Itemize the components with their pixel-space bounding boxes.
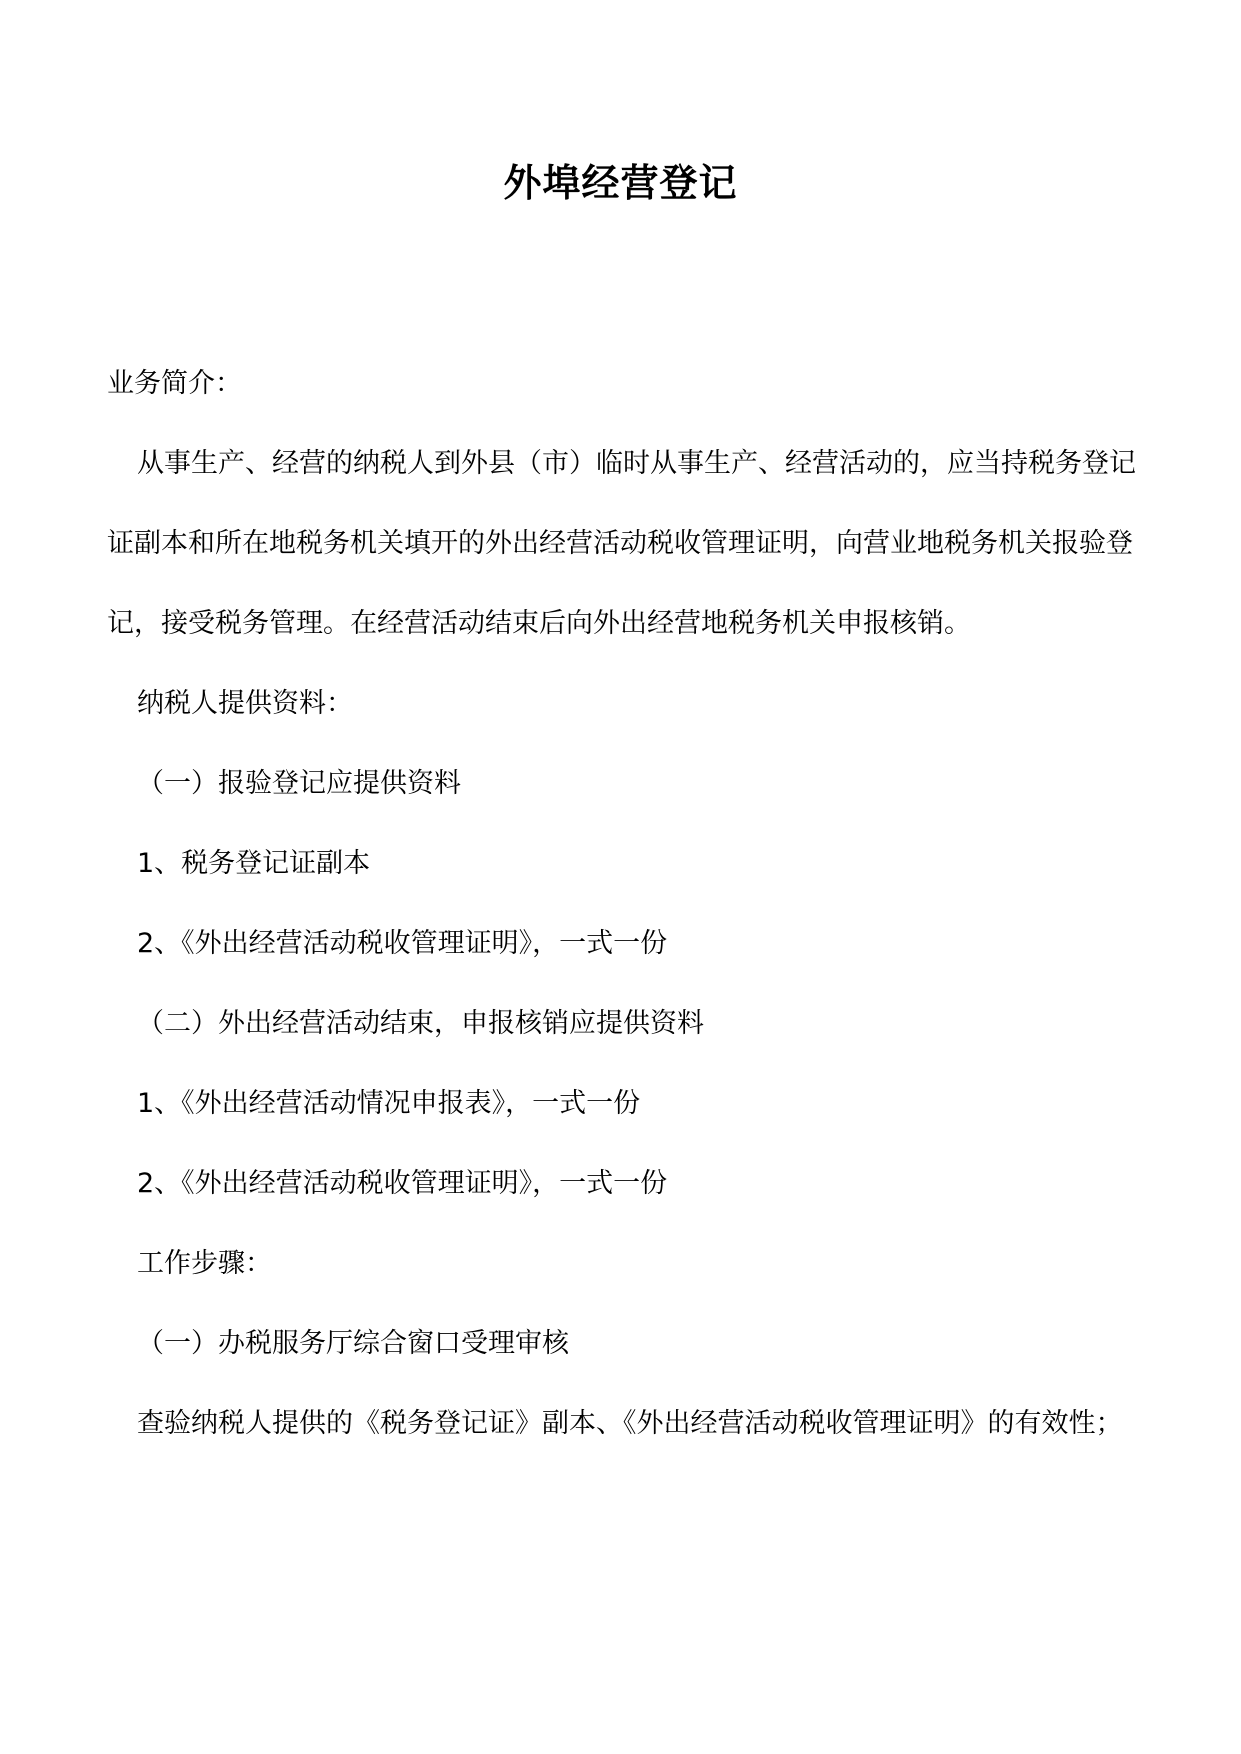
paragraph-review: 查验纳税人提供的《税务登记证》副本、《外出经营活动税收管理证明》的有效性； [137,1408,1123,1439]
subheading-inspection-materials: （一）报验登记应提供资料 [137,768,461,799]
subheading-window-review: （一）办税服务厅综合窗口受理审核 [137,1328,569,1359]
list-item: 2、《外出经营活动税收管理证明》，一式一份 [137,928,668,959]
subheading-cancellation-materials: （二）外出经营活动结束，申报核销应提供资料 [137,1008,704,1039]
section-heading-steps: 工作步骤： [137,1248,272,1279]
document-body [107,344,1137,1464]
list-item: 1、《外出经营活动情况申报表》，一式一份 [137,1088,641,1119]
paragraph-intro: 从事生产、经营的纳税人到外县（市）临时从事生产、经营活动的，应当持税务登记证副本和所在地税务机关填开的外出经营活动税收管理证明，向营业地税务机关报验登记，接受税务管理。在经营活动结束后向外出经营地税务机关申报核销。 [107,448,1136,639]
list-item: 2、《外出经营活动税收管理证明》，一式一份 [137,1168,668,1199]
section-heading-intro: 业务简介： [107,368,242,399]
list-item: 1、税务登记证副本 [137,848,371,879]
section-heading-materials: 纳税人提供资料： [137,688,353,719]
document-title: 外埠经营登记 [503,160,738,205]
